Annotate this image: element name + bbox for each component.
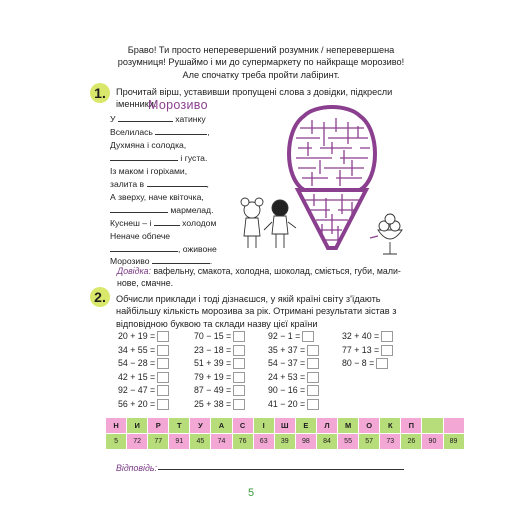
maze-icon xyxy=(289,107,375,248)
children-icon xyxy=(241,198,296,248)
key-letter xyxy=(443,418,464,434)
example: 87 − 49 = xyxy=(194,384,245,398)
key-number: 73 xyxy=(380,434,401,450)
answer-box[interactable] xyxy=(233,399,245,410)
example: 92 − 1 = xyxy=(268,330,319,344)
key-number: 57 xyxy=(359,434,380,450)
ice-cream-maze-illustration xyxy=(232,98,412,260)
key-letter: Т xyxy=(169,418,190,434)
key-number: 72 xyxy=(127,434,148,450)
poem-line: Неначе обпече xyxy=(110,230,171,241)
key-number: 63 xyxy=(253,434,274,450)
answer-box[interactable] xyxy=(233,385,245,396)
poem-line: залита в , xyxy=(110,178,209,189)
answer-box[interactable] xyxy=(157,331,169,342)
letter-key-table xyxy=(105,417,465,450)
example: 23 − 18 = xyxy=(194,344,245,358)
answer-box[interactable] xyxy=(233,345,245,356)
examples-column-2 xyxy=(194,330,245,411)
key-number: 76 xyxy=(232,434,253,450)
key-number: 98 xyxy=(295,434,316,450)
answer-box[interactable] xyxy=(233,331,245,342)
answer-box[interactable] xyxy=(307,372,319,383)
example: 34 + 55 = xyxy=(118,344,169,358)
example: 77 + 13 = xyxy=(342,344,393,358)
example: 20 + 19 = xyxy=(118,330,169,344)
answer-box[interactable] xyxy=(157,385,169,396)
key-letter: Ш xyxy=(274,418,295,434)
task-2-text: Обчисли приклади і тоді дізнаєшся, у якій країні світу з'їдають найбільшу кількість морозива за рік. Отримані результати зістав з відповідною буквою та склади назву цієї країни xyxy=(116,294,397,329)
task-2-number: 2. xyxy=(90,287,110,307)
poem-line: , оживоне xyxy=(110,243,217,256)
poem-line: Морозиво . xyxy=(110,256,213,267)
answer-box[interactable] xyxy=(307,385,319,396)
key-number: 89 xyxy=(443,434,464,450)
example: 56 + 20 = xyxy=(118,398,169,412)
example: 35 + 37 = xyxy=(268,344,319,358)
letter-row xyxy=(106,418,465,434)
key-letter xyxy=(422,418,443,434)
example: 41 − 20 = xyxy=(268,398,319,412)
number-row xyxy=(106,434,465,450)
example: 79 + 19 = xyxy=(194,371,245,385)
key-letter: І xyxy=(253,418,274,434)
example: 54 − 28 = xyxy=(118,357,169,371)
example: 51 + 39 = xyxy=(194,357,245,371)
key-letter: П xyxy=(401,418,422,434)
hint-text: вафельну, смакота, холодна, шоколад, сміється, губи, мали-нове, смачне. xyxy=(117,266,401,288)
poem-title: Морозиво xyxy=(148,98,208,112)
poem-line: Куснеш – і холодом xyxy=(110,217,217,228)
key-letter: К xyxy=(380,418,401,434)
answer-label: Відповідь: xyxy=(116,463,157,473)
key-number: 84 xyxy=(316,434,337,450)
key-number: 5 xyxy=(106,434,127,450)
intro-text: Браво! Ти просто неперевершений розумник / неперевершена розумниця! Рушаймо і ми до супермаркету по найкраще морозиво! Але спочатку треба пройти лабіринт. xyxy=(117,45,405,80)
examples-column-1 xyxy=(118,330,169,411)
page-number: 5 xyxy=(248,487,255,499)
answer-box[interactable] xyxy=(157,358,169,369)
hint-label: Довідка: xyxy=(117,266,151,276)
poem-line: мармелад. xyxy=(110,204,217,217)
example: 70 − 15 = xyxy=(194,330,245,344)
key-number: 55 xyxy=(338,434,359,450)
key-number: 90 xyxy=(422,434,443,450)
hint xyxy=(117,265,407,289)
key-letter: У xyxy=(190,418,211,434)
key-letter: Н xyxy=(106,418,127,434)
answer-box[interactable] xyxy=(307,399,319,410)
examples-column-3 xyxy=(268,330,319,411)
key-number: 77 xyxy=(148,434,169,450)
example: 92 − 47 = xyxy=(118,384,169,398)
key-number: 26 xyxy=(401,434,422,450)
answer-box[interactable] xyxy=(157,372,169,383)
task-1-text: Прочитай вірш, уставивши пропущені слова з довідки, підкресли іменники. xyxy=(116,87,393,110)
key-number: 39 xyxy=(274,434,295,450)
key-letter: Е xyxy=(295,418,316,434)
key-letter: С xyxy=(232,418,253,434)
key-number: 45 xyxy=(190,434,211,450)
answer-box[interactable] xyxy=(307,358,319,369)
example: 25 + 38 = xyxy=(194,398,245,412)
answer-box[interactable] xyxy=(157,345,169,356)
example: 80 − 8 = xyxy=(342,357,393,371)
example: 24 + 53 = xyxy=(268,371,319,385)
ice-cream-bowl-icon xyxy=(370,214,402,254)
answer-box[interactable] xyxy=(376,358,388,369)
key-number: 74 xyxy=(211,434,232,450)
poem-line: і густа. xyxy=(110,152,217,165)
key-number: 91 xyxy=(169,434,190,450)
key-letter: М xyxy=(338,418,359,434)
poem-line: Із маком і горіхами, xyxy=(110,165,188,176)
answer-box[interactable] xyxy=(302,331,314,342)
poem-line: Духмяна і солодка, xyxy=(110,139,187,150)
example: 42 + 15 = xyxy=(118,371,169,385)
key-letter: Р xyxy=(148,418,169,434)
example: 32 + 40 = xyxy=(342,330,393,344)
examples-column-4 xyxy=(342,330,393,371)
example: 90 − 16 = xyxy=(268,384,319,398)
answer-box[interactable] xyxy=(157,399,169,410)
key-letter: Л xyxy=(316,418,337,434)
answer-box[interactable] xyxy=(307,345,319,356)
answer-box[interactable] xyxy=(233,358,245,369)
poem-line: А зверху, наче квіточка, xyxy=(110,191,204,202)
answer-box[interactable] xyxy=(381,331,393,342)
poem-line: Вселилась , xyxy=(110,126,210,137)
answer-line[interactable] xyxy=(158,469,404,470)
answer-box[interactable] xyxy=(233,372,245,383)
example: 54 − 37 = xyxy=(268,357,319,371)
poem xyxy=(110,113,217,268)
task-1-number: 1. xyxy=(90,83,110,103)
poem-line: У хатинку xyxy=(110,114,206,124)
answer-box[interactable] xyxy=(381,345,393,356)
key-letter: И xyxy=(127,418,148,434)
key-letter: А xyxy=(211,418,232,434)
key-letter: О xyxy=(359,418,380,434)
